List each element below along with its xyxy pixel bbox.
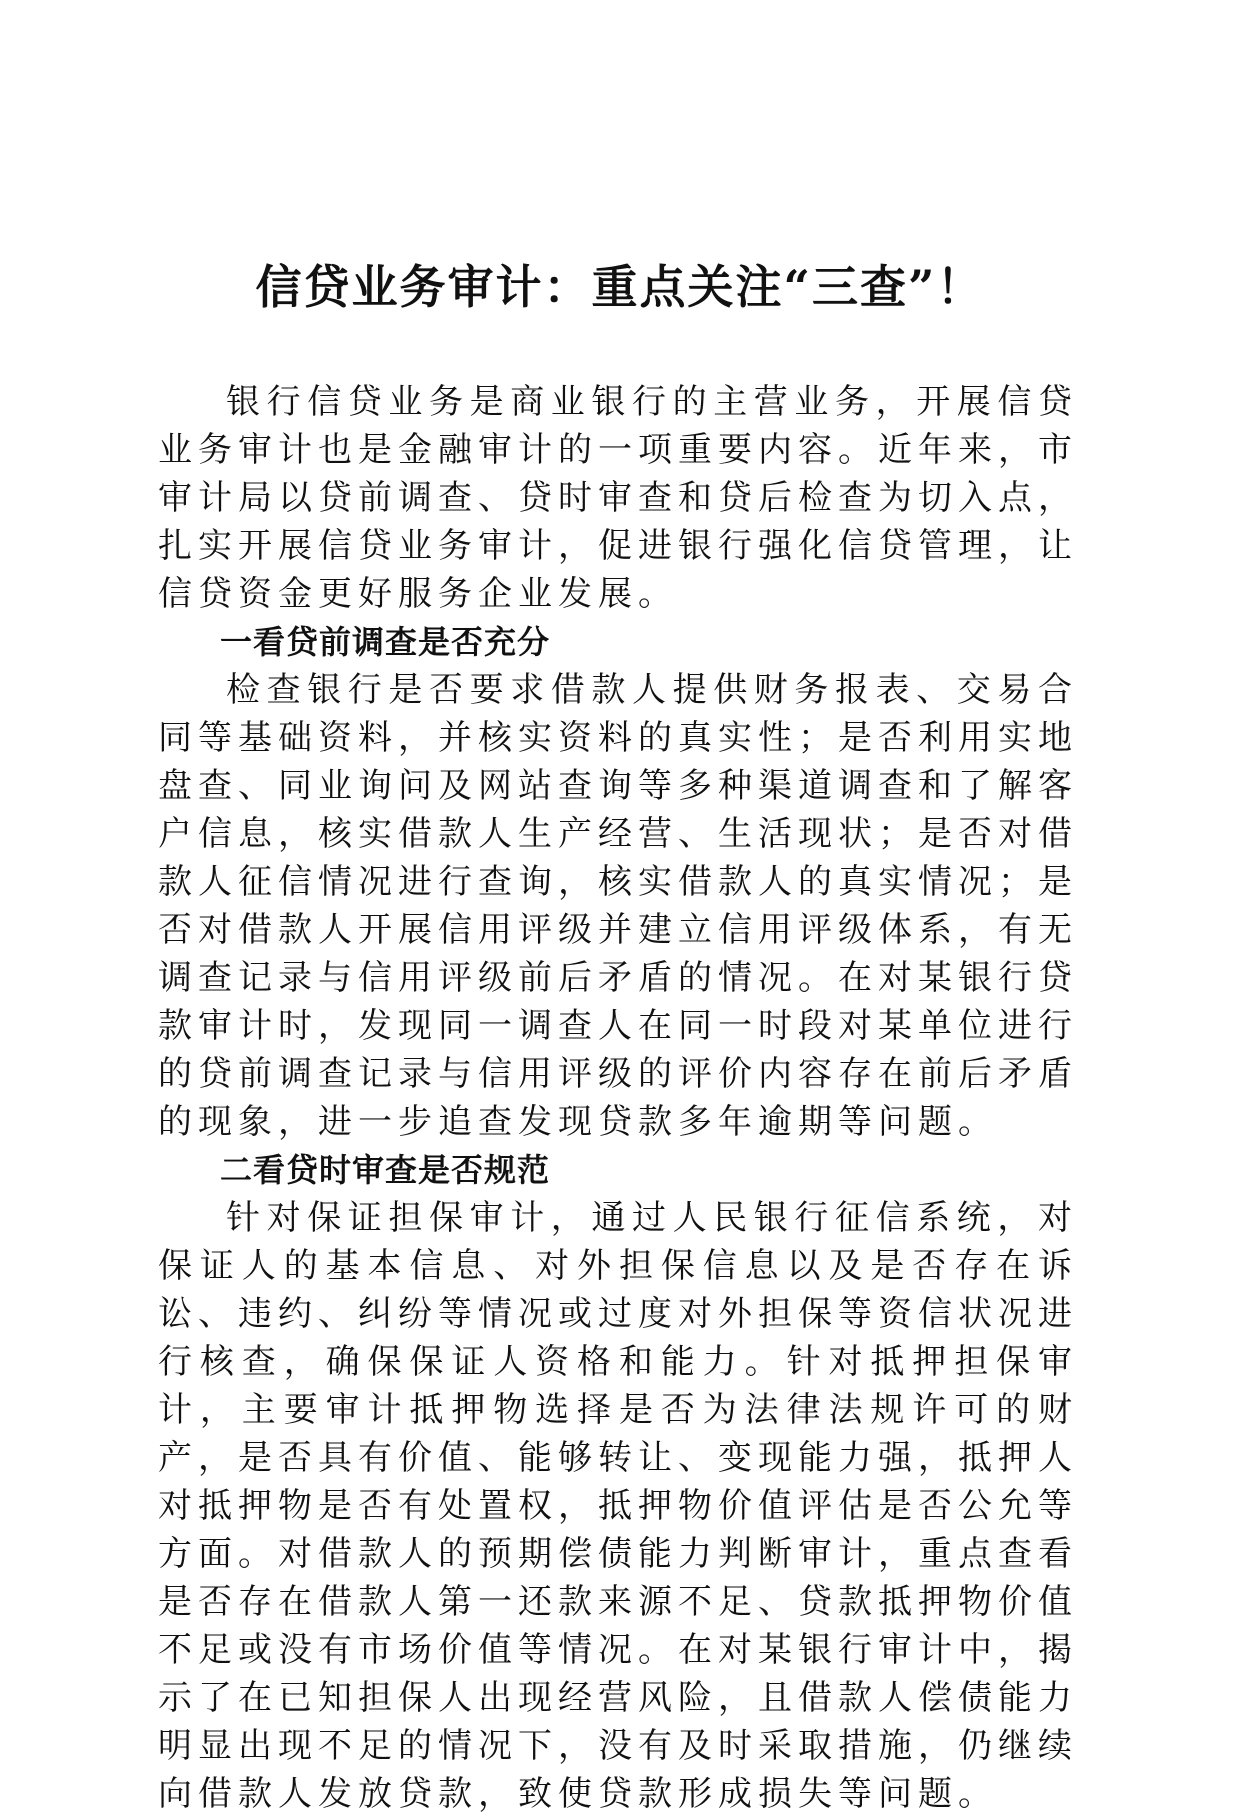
section-paragraph-loan-review: 针对保证担保审计，通过人民银行征信系统，对保证人的基本信息、对外担保信息以及是否存在诉讼、违约、纠纷等情况或过度对外担保等资信状况进行核查，确保保证人资格和能力。针对抵押担保审计，主要审计抵押物选择是否为法律法规许可的财产，是否具有价值、能够转让、变现能力强，抵押人对抵押物是否有处置权，抵押物价值评估是否公允等方面。对借款人的预期偿债能力判断审计，重点查看是否存在借款人第一还款来源不足、贷款抵押物价值不足或没有市场价值等情况。在对某银行审计中，揭示了在已知担保人出现经营风险，且借款人偿债能力明显出现不足的情况下，没有及时采取措施，仍继续向借款人发放贷款，致使贷款形成损失等问题。 [158,1198,1078,1814]
intro-paragraph: 银行信贷业务是商业银行的主营业务，开展信贷业务审计也是金融审计的一项重要内容。近年来，市审计局以贷前调查、贷时审查和贷后检查为切入点，扎实开展信贷业务审计，促进银行强化信贷管理，让信贷资金更好服务企业发展。 [158,382,1078,614]
document-title: 信贷业务审计：重点关注“三查”！ [255,260,985,314]
section-heading-pre-loan: 一看贷前调查是否充分 [220,623,551,661]
section-paragraph-pre-loan: 检查银行是否要求借款人提供财务报表、交易合同等基础资料，并核实资料的真实性；是否利用实地盘查、同业询问及网站查询等多种渠道调查和了解客户信息，核实借款人生产经营、生活现状；是否对借款人征信情况进行查询，核实借款人的真实情况；是否对借款人开展信用评级并建立信用评级体系，有无调查记录与信用评级前后矛盾的情况。在对某银行贷款审计时，发现同一调查人在同一时段对某单位进行的贷前调查记录与信用评级的评价内容存在前后矛盾的现象，进一步追查发现贷款多年逾期等问题。 [158,670,1078,1142]
document-body [158,378,1078,1818]
section-heading-loan-review: 二看贷时审查是否规范 [220,1151,551,1189]
